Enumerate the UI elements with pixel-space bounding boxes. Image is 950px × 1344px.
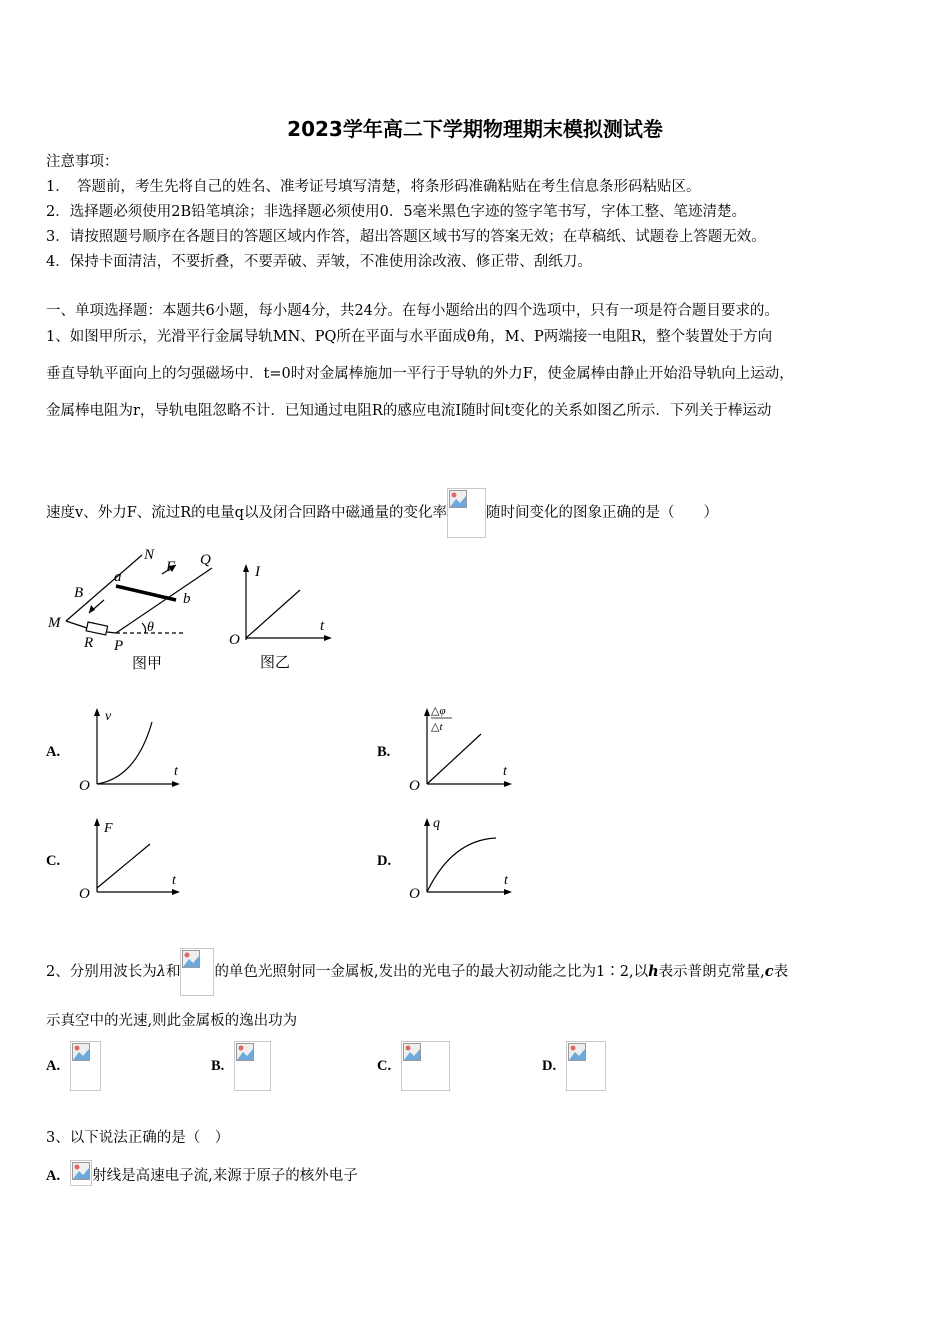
q2-text: 表示普朗克常量, [658,964,765,980]
axis-label: t [172,873,176,888]
angle-arc [142,623,146,633]
axis-label: t [504,873,508,888]
q1-stem-text: 速度v、外力F、流过R的电量q以及闭合回路中磁通量的变化率 [46,505,447,521]
notice-item: 3．请按照题号顺序在各题目的答题区域内作答，超出答题区域书写的答案无效；在草稿纸、试题卷上答题无效。 [46,229,766,245]
notice-heading: 注意事项： [46,154,119,170]
broken-image-icon [401,1041,450,1091]
notice-item: 1． 答题前，考生先将自己的姓名、准考证号填写清楚，将条形码准确粘贴在考生信息条形码粘贴区。 [46,179,701,195]
wire [66,621,87,628]
caption-jia: 图甲 [132,654,163,672]
label-f: F [166,559,176,575]
arrowhead [504,781,512,787]
option-text: 射线是高速电子流,来源于原子的核外电子 [92,1168,358,1184]
broken-image-icon [70,1160,92,1186]
notice-item: 2．选择题必须使用2B铅笔填涂；非选择题必须使用0．5毫米黑色字迹的签字笔书写，字体工整、笔迹清楚。 [46,204,747,220]
option-letter[interactable]: C. [46,853,61,869]
option-letter: A. [46,1057,61,1074]
q1-stem-line: 1、如图甲所示，光滑平行金属导轨MN、PQ所在平面与水平面成θ角，M、P两端接一电阻R，整个装置处于方向 [46,329,773,345]
flux-rate-line [427,734,481,784]
q1-stem-line: 金属棒电阻为r，导轨电阻忽略不计．已知通过电阻R的感应电流I随时间t变化的关系如图乙所示．下列关于棒运动 [46,403,772,419]
axis-label: t [503,764,507,779]
origin-label: O [409,886,420,902]
q2-option-c[interactable] [377,1041,450,1091]
q1-stem-text: 随时间变化的图象正确的是（ ） [485,505,718,521]
option-letter: C. [377,1057,392,1074]
q2-text: 表 [773,964,789,980]
axis-label: F [104,821,113,836]
label-n: N [144,547,155,563]
axis-label-den: △t [431,721,443,733]
option-d-graph[interactable] [406,810,518,904]
axis-label-i: I [255,564,260,580]
caption-yi: 图乙 [260,653,291,671]
option-c-graph[interactable] [76,814,186,904]
current-line [246,590,300,638]
q3-option-a[interactable] [46,1160,358,1186]
q3-stem: 3、以下说法正确的是（ ） [46,1130,230,1146]
option-letter: A. [46,1168,61,1184]
q2-option-b[interactable] [211,1041,271,1091]
origin-label: O [79,886,90,902]
label-q: Q [200,552,211,568]
metal-rod [116,586,176,600]
axis-label: q [433,816,440,831]
broken-image-icon [234,1041,271,1091]
label-m: M [48,615,61,631]
broken-image-icon [70,1041,101,1091]
axis-label: t [174,764,178,779]
arrowhead [172,889,180,895]
broken-image-icon [566,1041,606,1091]
q1-stem-line [46,488,718,538]
axis-label-num: △φ [431,705,446,717]
label-r: R [84,635,94,651]
arrowhead [243,564,249,572]
label-b: b [183,591,191,607]
axis-label: v [105,709,112,724]
q2-text: 2、分别用波长为 [46,964,157,980]
velocity-curve [97,722,152,784]
option-b-graph[interactable] [406,700,518,796]
label-a: a [114,569,122,585]
option-letter[interactable]: A. [46,744,61,760]
broken-image-icon [180,948,214,996]
arrowhead [504,889,512,895]
arrowhead [324,635,332,641]
arrowhead [424,818,430,826]
q2-stem-line: 示真空中的光速,则此金属板的逸出功为 [46,1013,298,1029]
option-letter: B. [211,1057,225,1074]
q2-stem-line [46,948,788,996]
section-heading: 一、单项选择题：本题共6小题，每小题4分，共24分。在每小题给出的四个选项中，只有一项是符合题目要求的。 [46,303,779,319]
q2-option-a[interactable] [46,1041,101,1091]
arrowhead [424,708,430,716]
q2-option-d[interactable] [542,1041,606,1091]
broken-image-icon [447,488,486,538]
arrowhead [172,781,180,787]
q2-text: 的单色光照射同一金属板,发出的光电子的最大初动能之比为1∶2,以 [214,964,649,980]
arrowhead [89,605,95,613]
option-a-graph[interactable] [76,704,186,796]
origin-label: O [229,632,240,648]
option-letter: D. [542,1057,557,1074]
lambda-symbol: λ [156,964,166,980]
charge-curve [427,838,496,892]
wire [107,632,116,633]
force-line [97,844,150,888]
page-title: 2023学年高二下学期物理期末模拟测试卷 [287,117,663,141]
figure-yi [226,558,336,673]
c-symbol: c [764,963,774,980]
label-b-field: B [74,585,84,601]
notice-item: 4．保持卡面清洁，不要折叠，不要弄破、弄皱，不准使用涂改液、修正带、刮纸刀。 [46,254,592,270]
h-symbol: h [648,963,659,980]
origin-label: O [409,778,420,794]
axis-label-t: t [320,618,325,634]
arrowhead [94,708,100,716]
resistor [86,622,107,635]
label-theta: θ [147,620,154,635]
origin-label: O [79,778,90,794]
rail-pq [116,568,212,633]
q1-stem-line: 垂直导轨平面向上的匀强磁场中．t=0时对金属棒施加一平行于导轨的外力F，使金属棒由静止开始沿导轨向上运动， [46,366,794,382]
figure-jia [44,543,234,673]
arrowhead [94,818,100,826]
option-letter[interactable]: B. [377,744,391,760]
label-p: P [114,638,124,654]
q2-text: 和 [165,964,181,980]
option-letter[interactable]: D. [377,853,392,869]
